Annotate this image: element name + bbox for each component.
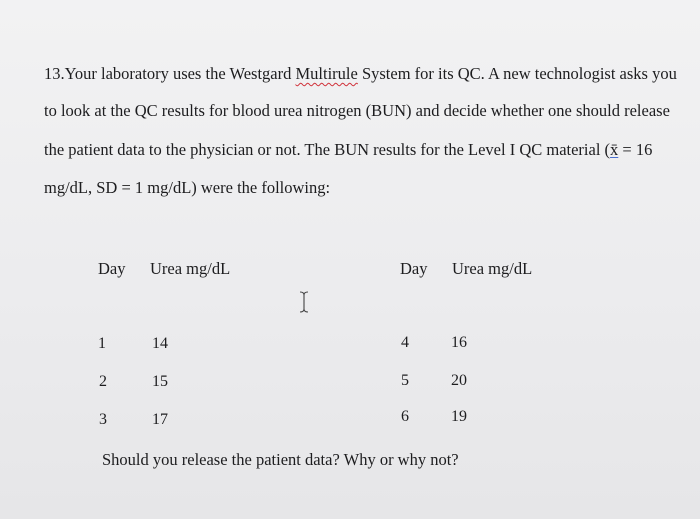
right-row-1-urea: 16	[451, 334, 467, 351]
right-row-2-day: 5	[401, 372, 409, 389]
header-day-right: Day	[400, 259, 428, 278]
mean-symbol: x̄	[610, 140, 619, 159]
left-row-1-day: 1	[98, 335, 106, 352]
question-text-3c: = 16	[618, 140, 653, 159]
spellcheck-word-multirule[interactable]: Multirule	[295, 64, 358, 83]
question-line-3	[44, 140, 652, 160]
right-row-1-day: 4	[401, 334, 409, 351]
question-number: 13.	[44, 64, 65, 83]
text-cursor-icon	[298, 291, 310, 313]
question-line-4	[44, 178, 330, 198]
question-text-3a: the patient data to the physician or not. The BUN results for the Level I QC material (	[44, 140, 611, 159]
left-row-1-urea: 14	[152, 335, 168, 352]
final-question: Should you release the patient data? Why or why not?	[102, 450, 459, 469]
header-day-left: Day	[98, 259, 126, 278]
right-row-3-urea: 19	[451, 408, 467, 425]
question-text-4: mg/dL, SD = 1 mg/dL) were the following:	[44, 178, 331, 197]
header-urea-right: Urea mg/dL	[452, 259, 533, 278]
right-row-3-day: 6	[401, 408, 409, 425]
left-row-3-day: 3	[99, 411, 107, 428]
header-urea-left: Urea mg/dL	[150, 259, 231, 278]
question-text-1a: Your laboratory uses the Westgard	[64, 64, 296, 83]
question-text-1c: System for its QC. A new technologist asks you	[357, 64, 677, 83]
question-text-2: to look at the QC results for blood urea nitrogen (BUN) and decide whether one should release	[44, 101, 670, 120]
left-row-2-day: 2	[99, 373, 107, 390]
left-row-3-urea: 17	[152, 411, 168, 428]
right-row-2-urea: 20	[451, 372, 467, 389]
left-row-2-urea: 15	[152, 373, 168, 390]
question-line-2	[44, 101, 670, 121]
question-line-1	[44, 64, 677, 84]
